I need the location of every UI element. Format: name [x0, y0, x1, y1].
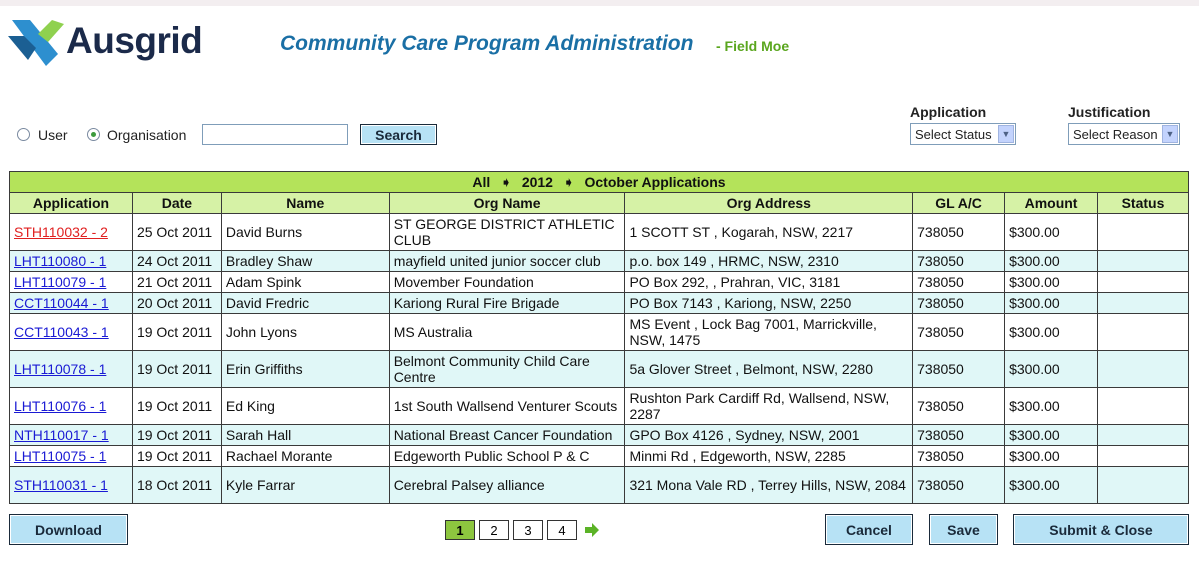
- column-header: GL A/C: [913, 193, 1005, 214]
- name-cell: David Burns: [221, 214, 389, 251]
- status-cell: [1098, 251, 1189, 272]
- amount-cell: $300.00: [1005, 388, 1098, 425]
- gl-account-cell: 738050: [913, 388, 1005, 425]
- status-cell: [1098, 467, 1189, 504]
- table-row: [10, 214, 1189, 251]
- user-radio[interactable]: [17, 128, 30, 141]
- application-link-cell: [10, 314, 133, 351]
- column-header: Name: [221, 193, 389, 214]
- application-link[interactable]: LHT110079 - 1: [14, 273, 107, 290]
- name-cell: David Fredric: [221, 293, 389, 314]
- application-status-select[interactable]: [910, 123, 1016, 145]
- org-address-cell: 1 SCOTT ST , Kogarah, NSW, 2217: [625, 214, 913, 251]
- application-link[interactable]: CCT110043 - 1: [14, 324, 109, 340]
- status-cell: [1098, 351, 1189, 388]
- date-cell: 19 Oct 2011: [132, 388, 221, 425]
- gl-account-cell: 738050: [913, 272, 1005, 293]
- application-link-cell: [10, 351, 133, 388]
- page-subtitle: - Field Moe: [716, 38, 790, 54]
- org-address-cell: 5a Glover Street , Belmont, NSW, 2280: [625, 351, 913, 388]
- breadcrumb-all[interactable]: All: [472, 173, 491, 190]
- page-1-button[interactable]: 1: [445, 520, 475, 540]
- org-name-cell: Edgeworth Public School P & C: [389, 446, 625, 467]
- table-row: [10, 251, 1189, 272]
- date-cell: 19 Oct 2011: [132, 446, 221, 467]
- status-cell: [1098, 388, 1189, 425]
- justification-reason-select[interactable]: [1068, 123, 1180, 145]
- arrow-right-icon: ➧: [562, 173, 575, 190]
- application-link[interactable]: LHT110080 - 1: [14, 252, 107, 269]
- org-address-cell: 321 Mona Vale RD , Terrey Hills, NSW, 2084: [625, 467, 913, 504]
- table-row: [10, 351, 1189, 388]
- amount-cell: $300.00: [1005, 467, 1098, 504]
- application-link[interactable]: STH110031 - 1: [14, 477, 108, 493]
- brand-name: Ausgrid: [66, 20, 203, 61]
- page-4-button[interactable]: 4: [547, 520, 577, 540]
- amount-cell: $300.00: [1005, 446, 1098, 467]
- amount-cell: $300.00: [1005, 272, 1098, 293]
- org-name-cell: Cerebral Palsey alliance: [389, 467, 625, 504]
- column-header: Org Name: [389, 193, 625, 214]
- org-name-cell: National Breast Cancer Foundation: [389, 425, 625, 446]
- status-cell: [1098, 214, 1189, 251]
- date-cell: 25 Oct 2011: [132, 214, 221, 251]
- name-cell: Ed King: [221, 388, 389, 425]
- date-cell: 19 Oct 2011: [132, 351, 221, 388]
- breadcrumb-month: October Applications: [584, 173, 726, 190]
- application-filter-label: Application: [910, 104, 987, 120]
- name-cell: Adam Spink: [221, 272, 389, 293]
- column-header: Org Address: [625, 193, 913, 214]
- amount-cell: $300.00: [1005, 293, 1098, 314]
- table-row: [10, 388, 1189, 425]
- page-title: Community Care Program Administration: [280, 32, 694, 55]
- org-name-cell: Belmont Community Child Care Centre: [389, 351, 625, 388]
- name-cell: Kyle Farrar: [221, 467, 389, 504]
- status-cell: [1098, 314, 1189, 351]
- ausgrid-logo: [8, 14, 208, 70]
- org-name-cell: mayfield united junior soccer club: [389, 251, 625, 272]
- page-2-button[interactable]: 2: [479, 520, 509, 540]
- org-address-cell: p.o. box 149 , HRMC, NSW, 2310: [625, 251, 913, 272]
- status-cell: [1098, 446, 1189, 467]
- amount-cell: $300.00: [1005, 214, 1098, 251]
- justification-reason-value: Select Reason: [1073, 127, 1158, 142]
- gl-account-cell: 738050: [913, 446, 1005, 467]
- column-header: Amount: [1005, 193, 1098, 214]
- chevron-down-icon: ▼: [998, 125, 1014, 143]
- column-header: Date: [132, 193, 221, 214]
- application-link[interactable]: LHT110076 - 1: [14, 398, 107, 414]
- top-strip: [0, 0, 1199, 6]
- table-row: [10, 293, 1189, 314]
- name-cell: John Lyons: [221, 314, 389, 351]
- date-cell: 18 Oct 2011: [132, 467, 221, 504]
- date-cell: 20 Oct 2011: [132, 293, 221, 314]
- date-cell: 19 Oct 2011: [132, 314, 221, 351]
- gl-account-cell: 738050: [913, 251, 1005, 272]
- arrow-right-icon: ➧: [500, 173, 512, 190]
- download-button[interactable]: Download: [9, 514, 128, 545]
- org-address-cell: PO Box 7143 , Kariong, NSW, 2250: [625, 293, 913, 314]
- org-address-cell: GPO Box 4126 , Sydney, NSW, 2001: [625, 425, 913, 446]
- table-row: [10, 425, 1189, 446]
- page-3-button[interactable]: 3: [513, 520, 543, 540]
- org-address-cell: Rushton Park Cardiff Rd, Wallsend, NSW, 2287: [625, 388, 913, 425]
- org-address-cell: MS Event , Lock Bag 7001, Marrickville, NSW, 1475: [625, 314, 913, 351]
- application-link[interactable]: STH110032 - 2: [14, 224, 108, 240]
- organisation-radio[interactable]: [87, 128, 100, 141]
- column-header: Application: [10, 193, 133, 214]
- application-link-cell: [10, 293, 133, 314]
- name-cell: Erin Griffiths: [221, 351, 389, 388]
- application-status-value: Select Status: [915, 127, 992, 142]
- name-cell: Rachael Morante: [221, 446, 389, 467]
- status-cell: [1098, 425, 1189, 446]
- organisation-radio-label: Organisation: [107, 127, 187, 143]
- amount-cell: $300.00: [1005, 425, 1098, 446]
- application-link[interactable]: CCT110044 - 1: [14, 294, 109, 311]
- table-row: [10, 272, 1189, 293]
- org-name-cell: MS Australia: [389, 314, 625, 351]
- search-button[interactable]: Search: [360, 124, 437, 145]
- org-name-cell: ST GEORGE DISTRICT ATHLETIC CLUB: [389, 214, 625, 251]
- org-name-cell: Kariong Rural Fire Brigade: [389, 293, 625, 314]
- application-link[interactable]: LHT110075 - 1: [14, 447, 107, 464]
- application-link[interactable]: NTH110017 - 1: [14, 426, 109, 443]
- status-cell: [1098, 272, 1189, 293]
- application-link-cell: [10, 425, 133, 446]
- application-link-cell: [10, 467, 133, 504]
- breadcrumb: [10, 172, 1189, 193]
- amount-cell: $300.00: [1005, 251, 1098, 272]
- application-link-cell: [10, 214, 133, 251]
- gl-account-cell: 738050: [913, 351, 1005, 388]
- search-input[interactable]: [202, 124, 348, 145]
- gl-account-cell: 738050: [913, 467, 1005, 504]
- applications-table: [9, 171, 1189, 504]
- org-address-cell: Minmi Rd , Edgeworth, NSW, 2285: [625, 446, 913, 467]
- date-cell: 21 Oct 2011: [132, 272, 221, 293]
- application-link-cell: [10, 446, 133, 467]
- org-address-cell: PO Box 292, , Prahran, VIC, 3181: [625, 272, 913, 293]
- user-radio-label: User: [38, 127, 68, 143]
- gl-account-cell: 738050: [913, 214, 1005, 251]
- name-cell: Sarah Hall: [221, 425, 389, 446]
- application-link[interactable]: LHT110078 - 1: [14, 361, 107, 377]
- status-cell: [1098, 293, 1189, 314]
- ausgrid-logo-mark: [8, 14, 66, 70]
- application-link-cell: [10, 251, 133, 272]
- gl-account-cell: 738050: [913, 425, 1005, 446]
- application-link-cell: [10, 272, 133, 293]
- table-row: [10, 467, 1189, 504]
- chevron-down-icon: ▼: [1162, 125, 1178, 143]
- next-page-arrow-icon[interactable]: [584, 522, 600, 543]
- amount-cell: $300.00: [1005, 351, 1098, 388]
- name-cell: Bradley Shaw: [221, 251, 389, 272]
- breadcrumb-year[interactable]: 2012: [521, 173, 553, 190]
- org-name-cell: 1st South Wallsend Venturer Scouts: [389, 388, 625, 425]
- gl-account-cell: 738050: [913, 293, 1005, 314]
- gl-account-cell: 738050: [913, 314, 1005, 351]
- save-button[interactable]: Save: [929, 514, 998, 545]
- amount-cell: $300.00: [1005, 314, 1098, 351]
- table-row: [10, 314, 1189, 351]
- table-row: [10, 446, 1189, 467]
- submit-close-button[interactable]: Submit & Close: [1013, 514, 1189, 545]
- column-header: Status: [1098, 193, 1189, 214]
- date-cell: 24 Oct 2011: [132, 251, 221, 272]
- justification-filter-label: Justification: [1068, 104, 1151, 120]
- application-link-cell: [10, 388, 133, 425]
- org-name-cell: Movember Foundation: [389, 272, 625, 293]
- cancel-button[interactable]: Cancel: [825, 514, 913, 545]
- table-header-row: [10, 193, 1189, 214]
- date-cell: 19 Oct 2011: [132, 425, 221, 446]
